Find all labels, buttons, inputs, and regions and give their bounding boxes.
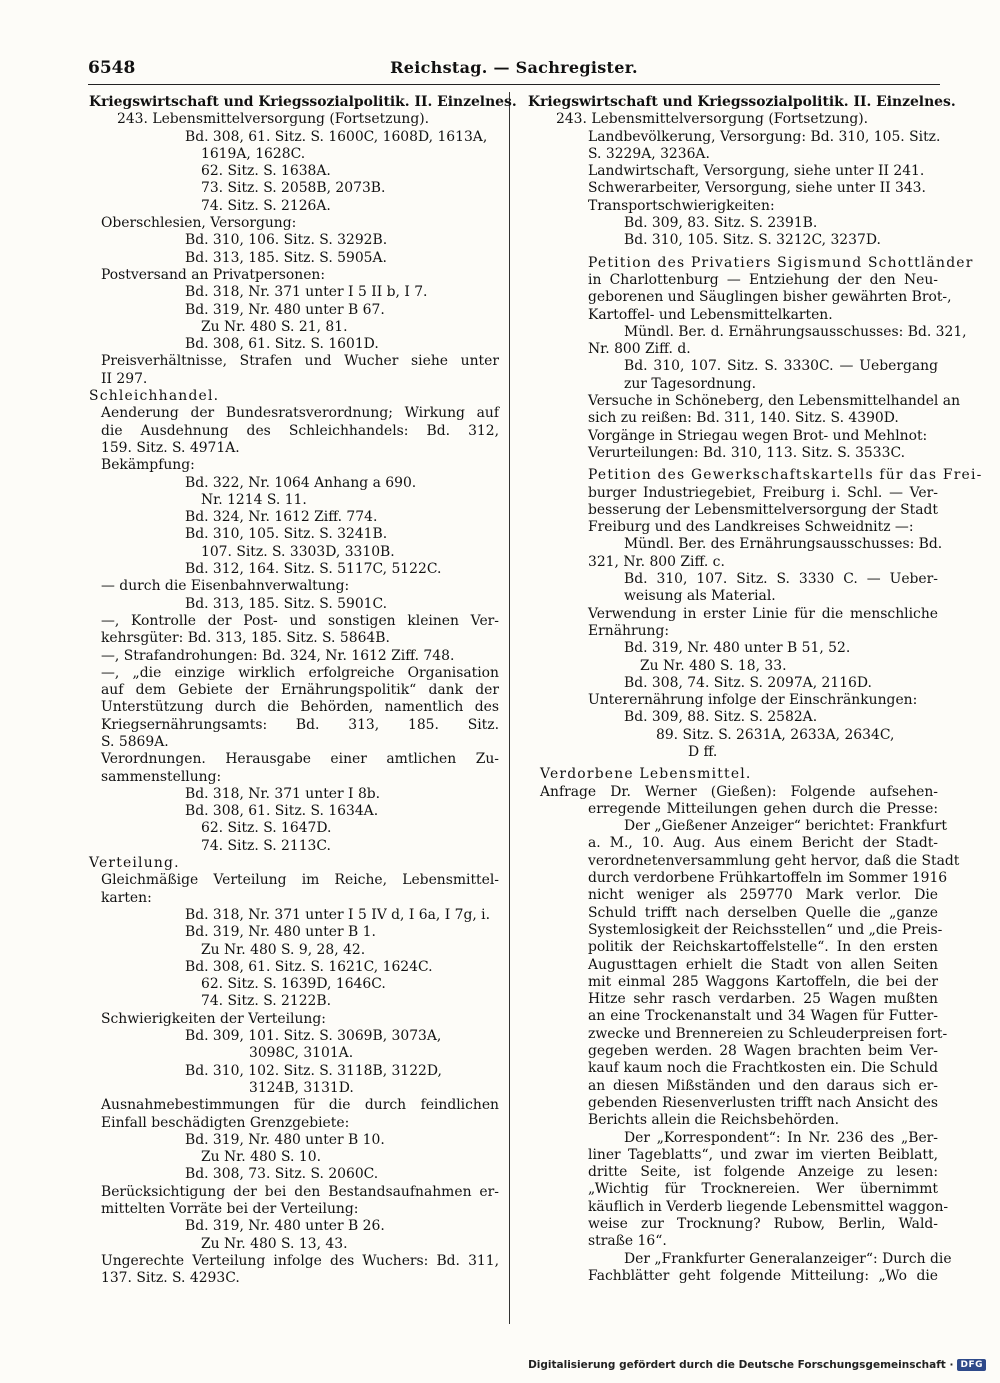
index-line: an diesen Mißständen und den daraus sich er- bbox=[588, 1077, 938, 1094]
index-line: Freiburg und des Landkreises Schweidnitz —: bbox=[588, 519, 914, 536]
index-line: Schleichhandel. bbox=[89, 388, 220, 405]
index-line: Bd. 319, Nr. 480 unter B 26. bbox=[185, 1218, 385, 1235]
index-line: kehrsgüter: Bd. 313, 185. Sitz. S. 5864B. bbox=[101, 630, 390, 647]
index-line: Zu Nr. 480 S. 10. bbox=[201, 1149, 321, 1166]
running-head-line: Kriegswirtschaft und Kriegssozialpolitik. II. Einzelnes. bbox=[89, 94, 517, 110]
index-line: Verordnungen. Herausgabe einer amtlichen Zu- bbox=[101, 751, 499, 768]
index-line: Bd. 310, 107. Sitz. S. 3330 C. — Ueber- bbox=[624, 571, 938, 588]
index-line: Vorgänge in Striegau wegen Brot- und Mehlnot: bbox=[588, 427, 928, 444]
index-line: 3098C, 3101A. bbox=[249, 1045, 354, 1062]
index-line: Bd. 313, 185. Sitz. S. 5905A. bbox=[185, 249, 387, 266]
index-line: Verurteilungen: Bd. 310, 113. Sitz. S. 3533C. bbox=[588, 444, 905, 461]
index-line: Augusttagen erhielt die Stadt von allen Seiten bbox=[588, 956, 938, 973]
index-line: weise zur Trocknung? Rubow, Berlin, Wald- bbox=[588, 1216, 938, 1232]
index-line: Petition des Gewerkschaftskartells für das Frei- bbox=[588, 467, 983, 484]
index-line: —, Strafandrohungen: Bd. 324, Nr. 1612 Ziff. 748. bbox=[101, 647, 455, 664]
index-line: Bd. 319, Nr. 480 unter B 67. bbox=[185, 301, 385, 318]
index-line: Schuld trifft nach derselben Quelle die „ganze bbox=[588, 904, 938, 921]
index-line: S. 5869A. bbox=[101, 733, 169, 750]
index-line: Bd. 308, 73. Sitz. S. 2060C. bbox=[185, 1166, 379, 1183]
index-line: politik der Reichskartoffelstelle“. In den ersten bbox=[588, 939, 938, 956]
index-line: gebenden Riesenverlusten trifft nach Ansicht des bbox=[588, 1094, 938, 1111]
index-line: Versuche in Schöneberg, den Lebensmittelhandel an bbox=[588, 393, 961, 410]
index-line: 107. Sitz. S. 3303D, 3310B. bbox=[201, 543, 395, 560]
index-line: Bd. 308, 61. Sitz. S. 1634A. bbox=[185, 803, 379, 820]
index-line: zwecke und Brennereien zu Schleuderpreisen fort- bbox=[588, 1025, 948, 1042]
index-line: — durch die Eisenbahnverwaltung: bbox=[101, 578, 350, 595]
index-line: Verteilung. bbox=[89, 855, 180, 872]
index-line: 62. Sitz. S. 1639D, 1646C. bbox=[201, 976, 386, 993]
index-line: Verdorbene Lebensmittel. bbox=[540, 766, 752, 783]
index-line: Unterstützung durch die Behörden, namentlich des bbox=[101, 699, 499, 716]
index-line: Bd. 319, Nr. 480 unter B 51, 52. bbox=[624, 640, 851, 657]
running-head-line: Kriegswirtschaft und Kriegssozialpolitik. II. Einzelnes. bbox=[528, 94, 956, 110]
index-line: Bd. 324, Nr. 1612 Ziff. 774. bbox=[185, 509, 378, 526]
footer bbox=[528, 1359, 986, 1371]
index-line: Kartoffel- und Lebensmittelkarten. bbox=[588, 306, 833, 323]
index-line: auf dem Gebiete der Ernährungspolitik“ dank der bbox=[101, 682, 499, 699]
index-line: Der „Gießener Anzeiger“ berichtet: Frankfurt bbox=[624, 818, 947, 835]
index-line: Zu Nr. 480 S. 13, 43. bbox=[201, 1235, 348, 1252]
index-line: Zu Nr. 480 S. 18, 33. bbox=[640, 657, 787, 674]
index-line: Hitze sehr rasch verdarben. 25 Wagen mußten bbox=[588, 991, 938, 1008]
index-line: D ff. bbox=[688, 743, 718, 760]
page-number: 6548 bbox=[88, 58, 136, 78]
index-line: durch verdorbene Frühkartoffeln im Sommer 1916 bbox=[588, 870, 948, 887]
index-line: Bekämpfung: bbox=[101, 457, 195, 474]
index-line: straße 16“. bbox=[588, 1233, 667, 1250]
index-line: Landwirtschaft, Versorgung, siehe unter II 241. bbox=[588, 163, 925, 180]
index-line: mittelten Vorräte bei der Verteilung: bbox=[101, 1201, 359, 1217]
index-line: Preisverhältnisse, Strafen und Wucher siehe unter bbox=[101, 353, 499, 370]
index-line: Bd. 312, 164. Sitz. S. 5117C, 5122C. bbox=[185, 561, 442, 578]
index-line: sammenstellung: bbox=[101, 768, 222, 785]
index-line: Anfrage Dr. Werner (Gießen): Folgende aufsehen- bbox=[540, 783, 938, 800]
index-line: Zu Nr. 480 S. 21, 81. bbox=[201, 318, 348, 335]
dfg-logo: DFG bbox=[957, 1359, 986, 1371]
index-line: 159. Sitz. S. 4971A. bbox=[101, 439, 240, 456]
index-line: Ernährung: bbox=[588, 622, 670, 639]
index-line: Bd. 310, 102. Sitz. S. 3118B, 3122D, bbox=[185, 1062, 442, 1079]
index-line: Bd. 318, Nr. 371 unter I 5 IV d, I 6a, I 7g, i. bbox=[185, 906, 491, 923]
right-column bbox=[528, 94, 983, 1285]
index-line: Nr. 1214 S. 11. bbox=[201, 491, 307, 508]
index-line: Berücksichtigung der bei den Bestandsaufnahmen er- bbox=[101, 1183, 499, 1200]
index-line: „Wichtig für Trocknereien. Wer übernimmt bbox=[588, 1181, 938, 1198]
index-line: Mündl. Ber. d. Ernährungsausschusses: Bd. 321, bbox=[624, 323, 967, 340]
index-line: 74. Sitz. S. 2122B. bbox=[201, 993, 332, 1010]
index-line: Bd. 319, Nr. 480 unter B 1. bbox=[185, 924, 376, 941]
index-line: weisung als Material. bbox=[624, 588, 776, 605]
index-line: 243. Lebensmittelversorgung (Fortsetzung). bbox=[556, 111, 869, 128]
left-column bbox=[89, 94, 517, 1287]
index-line: 137. Sitz. S. 4293C. bbox=[101, 1270, 240, 1287]
index-line: geborenen und Säuglingen bisher gewährten Brot-, bbox=[588, 289, 952, 306]
column-divider bbox=[509, 92, 510, 1324]
index-line: Bd. 310, 107. Sitz. S. 3330C. — Uebergang bbox=[624, 358, 938, 375]
index-line: gegeben werden. 28 Wagen brachten beim Ver- bbox=[588, 1043, 938, 1060]
index-line: Bd. 318, Nr. 371 unter I 5 II b, I 7. bbox=[185, 284, 428, 301]
index-line: Mündl. Ber. des Ernährungsausschusses: Bd. bbox=[624, 536, 943, 553]
index-line: liner Tageblatts“, und zwar im vierten Beiblatt, bbox=[588, 1146, 938, 1163]
index-line: Bd. 318, Nr. 371 unter I 8b. bbox=[185, 785, 381, 802]
index-line: Ungerechte Verteilung infolge des Wuchers: Bd. 311, bbox=[101, 1252, 499, 1269]
index-line: 73. Sitz. S. 2058B, 2073B. bbox=[201, 180, 386, 197]
index-line: sich zu reißen: Bd. 311, 140. Sitz. S. 4390D. bbox=[588, 410, 899, 427]
index-line: die Ausdehnung des Schleichhandels: Bd. 312, bbox=[101, 422, 499, 439]
index-line: Zu Nr. 480 S. 9, 28, 42. bbox=[201, 941, 366, 958]
index-line: 62. Sitz. S. 1647D. bbox=[201, 820, 332, 837]
index-line: 243. Lebensmittelversorgung (Fortsetzung). bbox=[117, 111, 430, 128]
index-line: in Charlottenburg — Entziehung der den Neu- bbox=[588, 271, 938, 288]
index-line: Bd. 309, 83. Sitz. S. 2391B. bbox=[624, 215, 818, 232]
index-line: Bd. 308, 61. Sitz. S. 1601D. bbox=[185, 336, 379, 353]
index-line: Unterernährung infolge der Einschränkungen: bbox=[588, 692, 918, 709]
index-line: erregende Mitteilungen gehen durch die Presse: bbox=[588, 800, 938, 817]
index-line: S. 3229A, 3236A. bbox=[588, 145, 710, 162]
index-line: Systemlosigkeit der Reichsstellen“ und „die Preis- bbox=[588, 921, 943, 938]
index-line: Bd. 308, 74. Sitz. S. 2097A, 2116D. bbox=[624, 674, 872, 691]
index-line: —, „die einzige wirklich erfolgreiche Organisation bbox=[101, 664, 499, 681]
index-line: Ausnahmebestimmungen für die durch feindlichen bbox=[101, 1097, 499, 1114]
index-line: mit einmal 285 Waggons Kartoffeln, die bei der bbox=[588, 973, 938, 990]
index-line: a. M., 10. Aug. Aus einem Bericht der Stadt- bbox=[588, 835, 938, 852]
index-line: an eine Trockenanstalt und 34 Wagen für Futter- bbox=[588, 1008, 938, 1025]
index-line: kauf kaum noch die Frachtkosten ein. Die Schuld bbox=[588, 1060, 938, 1077]
index-line: Bd. 313, 185. Sitz. S. 5901C. bbox=[185, 595, 388, 612]
index-line: II 297. bbox=[101, 370, 148, 387]
index-line: Bd. 310, 105. Sitz. S. 3241B. bbox=[185, 526, 388, 543]
index-line: 74. Sitz. S. 2126A. bbox=[201, 197, 331, 214]
index-line: zur Tagesordnung. bbox=[624, 375, 757, 392]
index-line: 1619A, 1628C. bbox=[201, 145, 306, 162]
index-line: Bd. 309, 88. Sitz. S. 2582A. bbox=[624, 709, 818, 726]
index-line: Transportschwierigkeiten: bbox=[588, 197, 775, 214]
index-line: 321, Nr. 800 Ziff. c. bbox=[588, 553, 725, 570]
index-line: 3124B, 3131D. bbox=[249, 1079, 354, 1096]
index-line: Bd. 308, 61. Sitz. S. 1621C, 1624C. bbox=[185, 958, 433, 975]
index-line: besserung der Lebensmittelversorgung der Stadt bbox=[588, 501, 938, 518]
index-line: Bd. 310, 105. Sitz. S. 3212C, 3237D. bbox=[624, 232, 881, 249]
index-line: 62. Sitz. S. 1638A. bbox=[201, 163, 331, 180]
page-header bbox=[88, 58, 940, 85]
index-line: Aenderung der Bundesratsverordnung; Wirkung auf bbox=[101, 405, 499, 422]
index-line: karten: bbox=[101, 889, 152, 906]
footer-credit: Digitalisierung gefördert durch die Deutsche Forschungsgemeinschaft · bbox=[528, 1359, 954, 1371]
index-line: Verwendung in erster Linie für die menschliche bbox=[588, 605, 938, 622]
index-line: käuflich in Verderb liegende Lebensmittel waggon- bbox=[588, 1198, 949, 1215]
index-line: 74. Sitz. S. 2113C. bbox=[201, 837, 331, 854]
index-line: —, Kontrolle der Post- und sonstigen kleinen Ver- bbox=[101, 612, 499, 629]
index-line: Landbevölkerung, Versorgung: Bd. 310, 105. Sitz. bbox=[588, 128, 941, 145]
index-line: Schwierigkeiten der Verteilung: bbox=[101, 1010, 326, 1027]
index-line: burger Industriegebiet, Freiburg i. Schl. — Ver- bbox=[588, 484, 938, 501]
index-line: 89. Sitz. S. 2631A, 2633A, 2634C, bbox=[656, 726, 895, 743]
index-line: Bd. 308, 61. Sitz. S. 1600C, 1608D, 1613A, bbox=[185, 128, 488, 145]
index-line: Bd. 310, 106. Sitz. S. 3292B. bbox=[185, 232, 388, 249]
index-line: Schwerarbeiter, Versorgung, siehe unter II 343. bbox=[588, 180, 926, 197]
index-line: Postversand an Privatpersonen: bbox=[101, 266, 326, 283]
index-line: Fachblätter geht folgende Mitteilung: „Wo die bbox=[588, 1267, 938, 1284]
index-line: verordnetenversammlung geht hervor, daß die Stadt bbox=[588, 852, 960, 869]
index-line: dritte Seite, ist folgende Anzeige zu lesen: bbox=[588, 1164, 938, 1181]
index-line: Oberschlesien, Versorgung: bbox=[101, 215, 297, 232]
index-line: Gleichmäßige Verteilung im Reiche, Lebensmittel- bbox=[101, 872, 499, 889]
index-line: Bd. 319, Nr. 480 unter B 10. bbox=[185, 1131, 385, 1148]
running-title: Reichstag. — Sachregister. bbox=[390, 58, 638, 77]
index-line: Nr. 800 Ziff. d. bbox=[588, 341, 691, 358]
index-line: Petition des Privatiers Sigismund Schottländer bbox=[588, 254, 974, 271]
index-line: nicht weniger als 259770 Mark verlor. Die bbox=[588, 887, 938, 904]
index-line: Einfall beschädigten Grenzgebiete: bbox=[101, 1114, 350, 1131]
index-line: Der „Frankfurter Generalanzeiger“: Durch die bbox=[624, 1250, 952, 1267]
index-line: Berichts allein die Reichsbehörden. bbox=[588, 1112, 840, 1129]
index-line: Kriegsernährungsamts: Bd. 313, 185. Sitz. bbox=[101, 716, 499, 733]
index-line: Der „Korrespondent“: In Nr. 236 des „Ber- bbox=[624, 1129, 938, 1146]
index-line: Bd. 309, 101. Sitz. S. 3069B, 3073A, bbox=[185, 1028, 442, 1045]
index-line: Bd. 322, Nr. 1064 Anhang a 690. bbox=[185, 474, 417, 491]
